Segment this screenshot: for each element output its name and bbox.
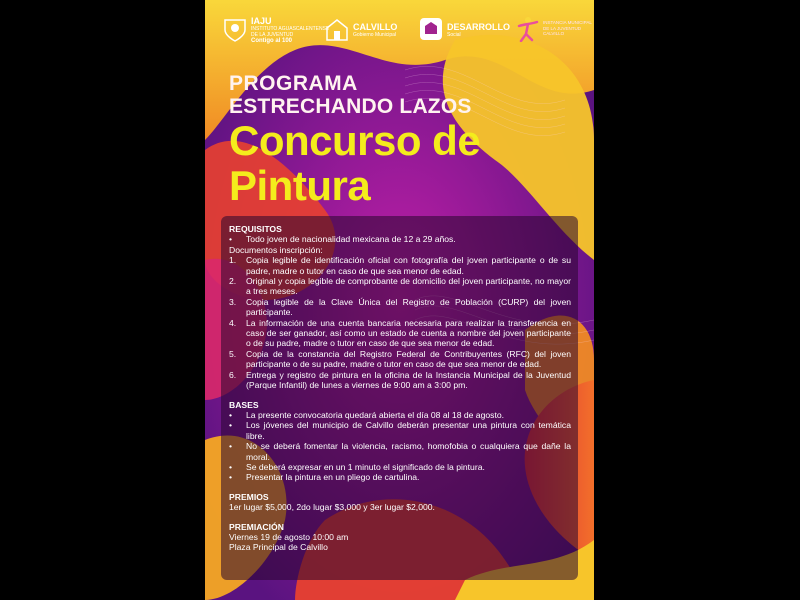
premiacion-place: Plaza Principal de Calvillo xyxy=(229,542,328,553)
bullet-marker: • xyxy=(229,441,233,452)
contest-title-line-1: Concurso de xyxy=(229,117,481,164)
calvillo-logo xyxy=(325,14,405,46)
premiacion-date: Viernes 19 de agosto 10:00 am xyxy=(229,531,349,542)
item-text: Se deberá expresar en un 1 minuto el significado de la pintura. xyxy=(246,461,485,472)
iaju-logo xyxy=(223,14,330,46)
item-text: Entrega y registro de pintura en la oficina de la Instancia Municipal de la Juventud (Parque Infantil) de lunes a viernes de 9:00 am a 3:00 pm. xyxy=(246,369,571,391)
item-text: Copia de la constancia del Registro Federal de Contribuyentes (RFC) del joven participante o de su padre, madre o tutor en caso de que sea menor de edad. xyxy=(246,348,571,370)
instancia-line-3: CALVILLO xyxy=(543,31,565,36)
requisito-item xyxy=(229,276,571,297)
instancia-line-1: INSTANCIA MUNICIPAL xyxy=(543,20,592,25)
requisito-item xyxy=(229,255,571,276)
item-text: La información de una cuenta bancaria necesaria para realizar la transferencia en caso de ser ganador, así como un estado de cuenta a nombre del joven participante o de su padre, madre o tutor en caso de que sea menor de edad. xyxy=(246,317,571,349)
bases-item xyxy=(229,441,571,462)
requisito-item xyxy=(229,318,571,349)
instancia-logo xyxy=(515,14,590,46)
requisito-item xyxy=(229,297,571,318)
dancer-figure-icon xyxy=(515,16,539,42)
contest-title-line-2: Pintura xyxy=(229,162,371,209)
calvillo-building-icon xyxy=(325,16,349,42)
item-text: Presentar la pintura en un pliego de cartulina. xyxy=(246,472,420,483)
item-number: 2. xyxy=(229,276,237,287)
item-number: 5. xyxy=(229,348,237,359)
desarrollo-logo xyxy=(419,14,509,46)
iaju-shield-icon xyxy=(223,16,247,42)
item-number: 3. xyxy=(229,296,237,307)
item-text: Copia legible de la Clave Única del Registro de Población (CURP) del joven participante. xyxy=(246,296,571,318)
program-name: ESTRECHANDO LAZOS xyxy=(229,95,472,118)
item-text: No se deberá fomentar la violencia, racismo, homofobia o cualquiera que dañe la moral. xyxy=(246,441,571,462)
bases-item xyxy=(229,410,571,420)
item-text: Original y copia legible de comprobante de domicilio del joven participante, no mayor a tres meses. xyxy=(246,276,571,297)
iaju-line-2: DE LA JUVENTUD xyxy=(251,32,294,38)
premiacion-title: PREMIACIÓN xyxy=(229,521,284,532)
bullet-marker: • xyxy=(229,234,233,245)
item-number: 6. xyxy=(229,369,237,380)
documents-label: Documentos inscripción: xyxy=(229,244,323,255)
item-text: Copia legible de identificación oficial con fotografía del joven participante o de su padre, madre o tutor en caso de que sea menor de edad. xyxy=(246,255,571,276)
premios-text: 1er lugar $5,000, 2do lugar $3,000 y 3er lugar $2,000. xyxy=(229,502,435,513)
calvillo-subtitle: Gobierno Municipal xyxy=(353,32,397,38)
program-label: PROGRAMA xyxy=(229,72,358,95)
bases-item xyxy=(229,462,571,472)
bullet-marker: • xyxy=(229,409,233,420)
bullet-marker: • xyxy=(229,472,233,483)
bullet-marker: • xyxy=(229,420,233,431)
info-panel xyxy=(221,216,578,580)
info-text xyxy=(229,224,571,553)
bullet-marker: • xyxy=(229,461,233,472)
item-text: La presente convocatoria quedará abierta el día 08 al 18 de agosto. xyxy=(246,409,504,420)
iaju-name: IAJU xyxy=(251,16,272,26)
item-text: Los jóvenes del municipio de Calvillo deberán presentar una pintura con temática libre. xyxy=(246,420,571,441)
premios-title: PREMIOS xyxy=(229,491,269,502)
item-number: 4. xyxy=(229,317,237,328)
bases-item xyxy=(229,472,571,482)
desarrollo-badge-icon xyxy=(419,16,443,42)
desarrollo-name: DESARROLLO xyxy=(447,22,510,32)
bases-title: BASES xyxy=(229,399,259,410)
iaju-line-1: INSTITUTO AGUASCALENTENSE xyxy=(251,26,330,32)
iaju-slogan: Contigo al 100 xyxy=(251,38,293,44)
desarrollo-subtitle: Social xyxy=(447,32,461,38)
calvillo-name: CALVILLO xyxy=(353,22,398,32)
requisitos-title: REQUISITOS xyxy=(229,224,282,234)
instancia-line-2: DE LA JUVENTUD xyxy=(543,25,582,31)
requisito-item xyxy=(229,349,571,370)
requisitos-intro xyxy=(229,234,571,244)
logo-bar xyxy=(205,8,594,52)
item-number: 1. xyxy=(229,255,237,266)
requisito-item xyxy=(229,370,571,391)
requisitos-intro-text: Todo joven de nacionalidad mexicana de 12 a 29 años. xyxy=(246,234,456,245)
poster xyxy=(205,0,594,600)
bases-item xyxy=(229,420,571,441)
